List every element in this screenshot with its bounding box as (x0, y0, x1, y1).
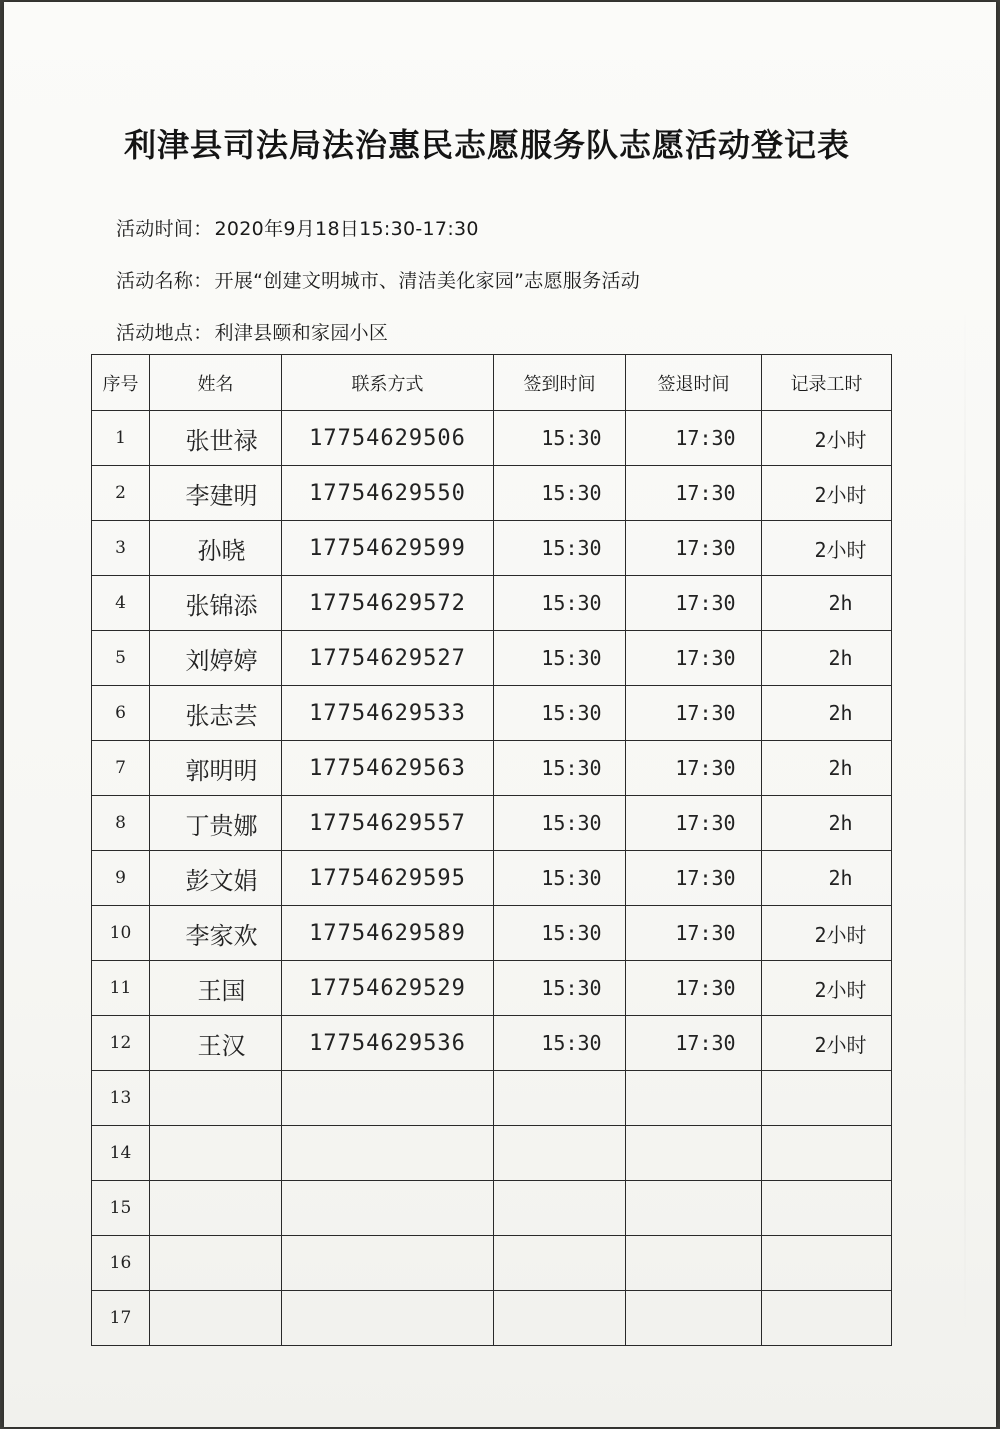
row-number: 15 (92, 1181, 150, 1236)
recorded-hours: 2小时 (762, 1016, 892, 1071)
table-row (92, 521, 892, 576)
activity-place-value: 利津县颐和家园小区 (214, 322, 389, 344)
sign-in-time (494, 1181, 626, 1236)
sign-out-time: 17:30 (626, 851, 762, 906)
activity-name-label: 活动名称： (116, 270, 213, 292)
contact-phone: 17754629550 (282, 466, 494, 521)
recorded-hours: 2小时 (762, 411, 892, 466)
activity-place-label: 活动地点： (116, 322, 213, 344)
sign-out-time: 17:30 (626, 741, 762, 796)
sign-out-time: 17:30 (626, 1016, 762, 1071)
table-row (92, 686, 892, 741)
sign-out-time: 17:30 (626, 521, 762, 576)
row-number: 16 (92, 1236, 150, 1291)
row-number: 2 (92, 466, 150, 521)
volunteer-name: 丁贵娜 (150, 796, 282, 851)
contact-phone: 17754629599 (282, 521, 494, 576)
volunteer-name: 张锦添 (150, 576, 282, 631)
row-number: 14 (92, 1126, 150, 1181)
contact-phone: 17754629536 (282, 1016, 494, 1071)
registration-table (91, 354, 892, 1346)
sign-in-time: 15:30 (494, 631, 626, 686)
recorded-hours: 2h (762, 686, 892, 741)
recorded-hours (762, 1181, 892, 1236)
sign-in-time: 15:30 (494, 851, 626, 906)
activity-time-value: 2020年9月18日15:30-17:30 (214, 218, 479, 240)
contact-phone: 17754629557 (282, 796, 494, 851)
header-hours: 记录工时 (762, 355, 892, 411)
sign-in-time: 15:30 (494, 1016, 626, 1071)
table-row (92, 961, 892, 1016)
contact-phone (282, 1126, 494, 1181)
contact-phone: 17754629529 (282, 961, 494, 1016)
sign-out-time: 17:30 (626, 466, 762, 521)
volunteer-name: 孙晓 (150, 521, 282, 576)
table-header-row (92, 355, 892, 411)
contact-phone (282, 1071, 494, 1126)
header-contact: 联系方式 (282, 355, 494, 411)
row-number: 8 (92, 796, 150, 851)
sign-out-time (626, 1291, 762, 1346)
table-row (92, 576, 892, 631)
recorded-hours (762, 1236, 892, 1291)
table-row (92, 796, 892, 851)
table-row (92, 631, 892, 686)
contact-phone (282, 1181, 494, 1236)
table-row (92, 1071, 892, 1126)
table-row (92, 741, 892, 796)
volunteer-name: 李建明 (150, 466, 282, 521)
table-row (92, 906, 892, 961)
activity-name (116, 266, 640, 293)
contact-phone: 17754629506 (282, 411, 494, 466)
sign-in-time: 15:30 (494, 741, 626, 796)
row-number: 5 (92, 631, 150, 686)
recorded-hours: 2小时 (762, 521, 892, 576)
sign-in-time: 15:30 (494, 906, 626, 961)
recorded-hours: 2小时 (762, 466, 892, 521)
recorded-hours: 2h (762, 851, 892, 906)
volunteer-name: 王国 (150, 961, 282, 1016)
activity-place (116, 318, 388, 345)
sign-out-time (626, 1071, 762, 1126)
header-no: 序号 (92, 355, 150, 411)
recorded-hours (762, 1126, 892, 1181)
volunteer-name: 张志芸 (150, 686, 282, 741)
row-number: 6 (92, 686, 150, 741)
sign-in-time: 15:30 (494, 466, 626, 521)
contact-phone: 17754629563 (282, 741, 494, 796)
row-number: 12 (92, 1016, 150, 1071)
activity-name-value: 开展“创建文明城市、清洁美化家园”志愿服务活动 (214, 270, 641, 292)
header-sign-out-time: 签退时间 (626, 355, 762, 411)
sign-in-time: 15:30 (494, 576, 626, 631)
volunteer-name: 张世禄 (150, 411, 282, 466)
recorded-hours (762, 1291, 892, 1346)
row-number: 11 (92, 961, 150, 1016)
recorded-hours: 2小时 (762, 961, 892, 1016)
activity-time (116, 214, 479, 241)
row-number: 9 (92, 851, 150, 906)
sign-out-time: 17:30 (626, 686, 762, 741)
sign-out-time: 17:30 (626, 411, 762, 466)
table-row (92, 1126, 892, 1181)
activity-time-label: 活动时间： (116, 218, 213, 240)
sign-out-time: 17:30 (626, 961, 762, 1016)
sign-in-time (494, 1291, 626, 1346)
row-number: 1 (92, 411, 150, 466)
volunteer-name: 王汉 (150, 1016, 282, 1071)
table-row (92, 1016, 892, 1071)
recorded-hours: 2h (762, 796, 892, 851)
sign-out-time: 17:30 (626, 906, 762, 961)
table-row (92, 466, 892, 521)
paper-crease (964, 302, 966, 1342)
table-body (92, 411, 892, 1346)
recorded-hours (762, 1071, 892, 1126)
volunteer-name (150, 1236, 282, 1291)
table-row (92, 411, 892, 466)
contact-phone: 17754629572 (282, 576, 494, 631)
contact-phone: 17754629527 (282, 631, 494, 686)
sign-in-time: 15:30 (494, 796, 626, 851)
sign-in-time (494, 1071, 626, 1126)
recorded-hours: 2h (762, 631, 892, 686)
row-number: 7 (92, 741, 150, 796)
volunteer-name: 刘婷婷 (150, 631, 282, 686)
sign-in-time (494, 1236, 626, 1291)
row-number: 17 (92, 1291, 150, 1346)
row-number: 13 (92, 1071, 150, 1126)
paper-sheet (4, 2, 996, 1427)
header-sign-in-time: 签到时间 (494, 355, 626, 411)
recorded-hours: 2小时 (762, 906, 892, 961)
sign-in-time: 15:30 (494, 686, 626, 741)
sign-out-time (626, 1126, 762, 1181)
sign-out-time: 17:30 (626, 576, 762, 631)
volunteer-name (150, 1071, 282, 1126)
document-title: 利津县司法局法治惠民志愿服务队志愿活动登记表 (124, 126, 851, 164)
recorded-hours: 2h (762, 741, 892, 796)
table-row (92, 851, 892, 906)
volunteer-name (150, 1126, 282, 1181)
sign-in-time: 15:30 (494, 961, 626, 1016)
table-row (92, 1181, 892, 1236)
volunteer-name: 彭文娟 (150, 851, 282, 906)
table-row (92, 1291, 892, 1346)
volunteer-name (150, 1181, 282, 1236)
contact-phone: 17754629589 (282, 906, 494, 961)
sign-out-time (626, 1181, 762, 1236)
table-row (92, 1236, 892, 1291)
volunteer-name (150, 1291, 282, 1346)
sign-in-time (494, 1126, 626, 1181)
row-number: 3 (92, 521, 150, 576)
sign-out-time: 17:30 (626, 796, 762, 851)
sign-out-time: 17:30 (626, 631, 762, 686)
row-number: 4 (92, 576, 150, 631)
contact-phone (282, 1236, 494, 1291)
recorded-hours: 2h (762, 576, 892, 631)
contact-phone (282, 1291, 494, 1346)
volunteer-name: 李家欢 (150, 906, 282, 961)
row-number: 10 (92, 906, 150, 961)
contact-phone: 17754629533 (282, 686, 494, 741)
sign-out-time (626, 1236, 762, 1291)
sign-in-time: 15:30 (494, 521, 626, 576)
sign-in-time: 15:30 (494, 411, 626, 466)
contact-phone: 17754629595 (282, 851, 494, 906)
header-name: 姓名 (150, 355, 282, 411)
volunteer-name: 郭明明 (150, 741, 282, 796)
